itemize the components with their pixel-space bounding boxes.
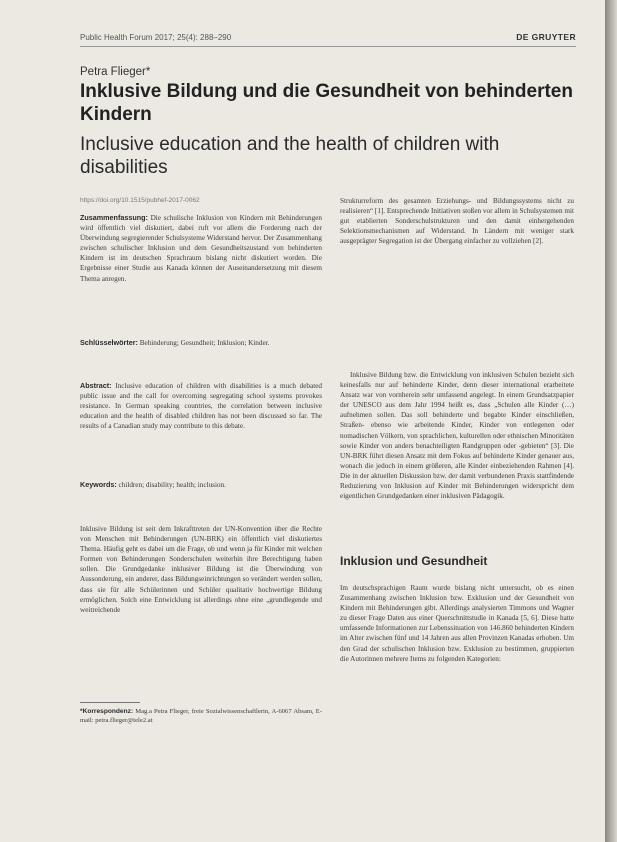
section-text: Im deutschsprachigen Raum wurde bislang nicht untersucht, ob es einen Zusammenhang zwischen Inklusion bzw. Exklusion und der Gesundheit von Kindern mit Behinderungen gibt. Allerdings analysierten Timmons und Wagner zu dieser Frage Daten aus einer Querschnittstudie in Kanada [5, 6]. Diese hatte umfassende Informationen zur Lebenssituation von 146.860 behinderten Kindern im Alter zwischen fünf und 14 Jahren aus allen Provinzen Kanadas erhoben. Um den Grad der schulischen Inklusion bzw. Exklusion zu bestimmen, gruppierten die Autorinnen mehrere Items zu folgenden Kategorien: xyxy=(340,584,574,663)
section-heading: Inklusion und Gesundheit xyxy=(340,554,488,568)
footnote-label: *Korrespondenz: xyxy=(80,708,134,715)
journal-citation: Public Health Forum 2017; 25(4): 288–290 xyxy=(80,33,232,42)
abstract-english-text: Inclusive education of children with disabilities is a much debated public issue and the call for overcoming segregating school systems provokes resistance. In German speaking countries, the correlation between inclusive education and the health of disabled children has not been discussed so far. The results of a Canadian study may contribute to this debate. xyxy=(80,382,322,431)
scan-edge xyxy=(605,0,617,842)
footnote-rule xyxy=(80,702,140,703)
title-english: Inclusive education and the health of children with disabilities xyxy=(80,134,500,178)
doi-link[interactable]: https://doi.org/10.1515/pubhef-2017-0062 xyxy=(80,197,200,204)
keywords-german xyxy=(80,338,322,348)
abstract-german-text: Die schulische Inklusion von Kindern mit Behinderungen wird öffentlich viel diskutiert, dabei ruft vor allem die Forderung nach der Überwindung segregierender Schulsysteme Widerstand hervor. Der Zusammenhang zwischen schulischer Inklusion und dem Gesundheitszustand von behinderten Kindern ist im deutschen Sprachraum bislang nicht diskutiert worden. Die Ergebnisse einer Studie aus Kanada können der Auseinandersetzung mit diesem Thema anregen. xyxy=(80,214,322,283)
right-column-paragraph-1 xyxy=(340,196,574,246)
intro-paragraph xyxy=(80,524,322,615)
running-header xyxy=(80,33,576,45)
header-rule xyxy=(80,46,576,47)
publisher-logo: DE GRUYTER xyxy=(516,32,576,42)
keywords-english-text: children; disability; health; inclusion. xyxy=(118,481,226,489)
keywords-english-label: Keywords: xyxy=(80,480,117,489)
right-p2-text: Inklusive Bildung bzw. die Entwicklung von inklusiven Schulen bezieht sich keinesfalls nur auf behinderte Kinder, denn dieser international erarbeitete Ansatz war von vornherein sehr umfassend angelegt. In einem Grundsatzpapier der UNESCO aus dem Jahr 1994 heißt es, dass „Schulen alle Kinder (…) aufnehmen sollen. Das soll behinderte und begabte Kinder einschließen, Straßen- ebenso wie arbeitende Kinder, Kinder von entlegenen oder nomadischen Völkern, von sprachlichen, kulturellen oder ethnischen Minoritäten sowie Kinder von anders benachteiligten Randgruppen oder -gebieten“ [3]. Die UN-BRK führt diesen Ansatz mit dem Fokus auf behinderte Kinder genauer aus, wonach die jedoch in einem größeren, alle Kinder einbeziehenden Rahmen [4]. Die in der aktuellen Diskussion bzw. der damit verbundenen Praxis stattfindende Reduzierung von Inklusion auf Kinder mit Behinderungen widerspricht dem eigentlichen Grundgedanken einer inklusiven Pädagogik. xyxy=(340,371,574,501)
title-german: Inklusive Bildung und die Gesundheit von behinderten Kindern xyxy=(80,81,573,125)
keywords-german-text: Behinderung; Gesundheit; Inklusion; Kinder. xyxy=(139,339,270,347)
abstract-english xyxy=(80,381,322,431)
abstract-german-label: Zusammenfassung: xyxy=(80,213,148,222)
right-p1-text: Strukturreform des gesamten Erziehungs- und Bildungssystems nicht zu realisieren“ [1]. Entsprechende Initiativen stoßen vor allem in Schulsystemen mit gut etablierten Sonderschulstrukturen und den damit einhergehenden Selektionsmechanismen auf Widerstand. In Ländern mit weniger stark ausgeprägter Segregation ist der Übergang einfacher zu vollziehen [2]. xyxy=(340,197,574,246)
keywords-german-label: Schlüsselwörter: xyxy=(80,338,138,347)
section-paragraph xyxy=(340,583,574,664)
keywords-english xyxy=(80,480,322,490)
abstract-english-label: Abstract: xyxy=(80,381,112,390)
intro-text: Inklusive Bildung ist seit dem Inkrafttreten der UN-Konvention über die Rechte von Menschen mit Behinderungen (UN-BRK) ein öffentlich viel diskutiertes Thema. Häufig geht es dabei um die Frage, ob und wenn ja für Kinder mit welchen Formen von Behinderungen Sonderschulen weiterhin ihre Berechtigung haben sollen. Die Grundgedanke inklusiver Bildung ist die Überwindung von Aussonderung, ein anderer, dass Bildungseinrichtungen so verändert werden sollen, dass sie für alle Schülerinnen und Schüler qualitativ hochwertige Bildung ermöglichen. Solch eine Entwicklung ist allerdings ohne eine „grundlegende und weitreichende xyxy=(80,525,322,614)
footnote-text: Mag.a Petra Flieger, freie Sozialwissenschaftlerin, A-6067 Absam, E-mail: petra.flieger@tele2.at xyxy=(80,708,323,724)
author-name: Petra Flieger* xyxy=(80,66,151,78)
abstract-german xyxy=(80,213,322,284)
right-column-paragraph-2 xyxy=(340,370,574,501)
correspondence-footnote xyxy=(80,707,322,725)
